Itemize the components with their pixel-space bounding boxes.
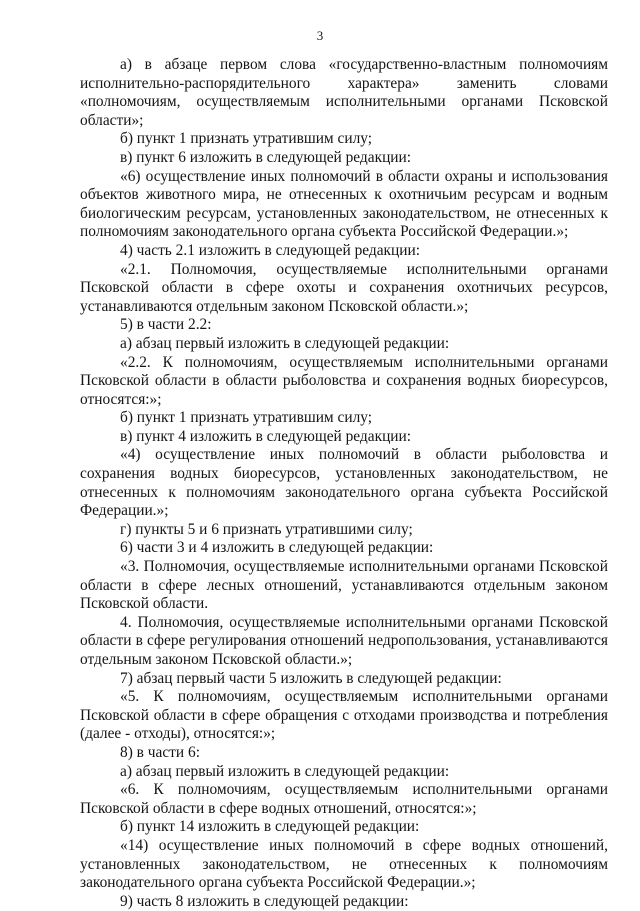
paragraph: в) пункт 6 изложить в следующей редакции:: [120, 148, 412, 166]
paragraph: 8) в части 6:: [120, 743, 200, 761]
paragraph: «6. К полномочиям, осуществляемым исполнительными органами Псковской области в сфере водных отношений, относятся:»;: [80, 781, 608, 817]
paragraph: б) пункт 1 признать утратившим силу;: [120, 130, 373, 148]
paragraph: «5. К полномочиям, осуществляемым исполнительными органами Псковской области в сфере обращения с отходами производства и потребления (далее - отходы), относятся:»;: [80, 688, 608, 743]
paragraph: а) в абзаце первом слова «государственно-властным полномочиям исполнительно-распорядительного характера» заменить словами «полномочиям, осуществляемым исполнительными органами Псковской области»;: [80, 56, 608, 129]
paragraph: 5) в части 2.2:: [120, 316, 212, 334]
paragraph: «3. Полномочия, осуществляемые исполнительными органами Псковской области в сфере лесных отношений, устанавливаются отдельным законом Псковской области.: [80, 558, 608, 613]
page-number: 3: [316, 28, 324, 43]
paragraph: в) пункт 4 изложить в следующей редакции:: [120, 427, 412, 445]
paragraph: б) пункт 1 признать утратившим силу;: [120, 409, 373, 427]
paragraph: 7) абзац первый части 5 изложить в следующей редакции:: [120, 669, 502, 687]
paragraph: а) абзац первый изложить в следующей редакции:: [120, 762, 450, 780]
paragraph: «2.2. К полномочиям, осуществляемым исполнительными органами Псковской области в области рыболовства и сохранения водных биоресурсов, относятся:»;: [80, 353, 608, 408]
paragraph: 4) часть 2.1 изложить в следующей редакции:: [120, 241, 421, 259]
paragraph: б) пункт 14 изложить в следующей редакции:: [120, 818, 420, 836]
paragraph: «2.1. Полномочия, осуществляемые исполнительными органами Псковской области в сфере охоты и сохранения охотничьих ресурсов, устанавливаются отдельным законом Псковской области.»;: [80, 260, 608, 315]
paragraph: 6) части 3 и 4 изложить в следующей редакции:: [120, 539, 434, 557]
paragraph: 4. Полномочия, осуществляемые исполнительными органами Псковской области в сфере регулирования отношений недропользования, устанавливаются отдельным законом Псковской области.»;: [80, 613, 608, 668]
paragraph: «4) осуществление иных полномочий в области рыболовства и сохранения водных биоресурсов, установленных законодательством, не отнесенных к полномочиям законодательного органа субъекта Российской Федерации.»;: [80, 446, 608, 520]
paragraph: «14) осуществление иных полномочий в сфере водных отношений, установленных законодательством, не отнесенных к полномочиям законодательного органа субъекта Российской Федерации.»;: [80, 836, 608, 892]
paragraph: а) абзац первый изложить в следующей редакции:: [120, 334, 450, 352]
paragraph: г) пункты 5 и 6 признать утратившими силу;: [120, 520, 413, 538]
document-body: [80, 56, 608, 911]
paragraph: 9) часть 8 изложить в следующей редакции:: [120, 892, 409, 910]
paragraph: «6) осуществление иных полномочий в области охраны и использования объектов животного мира, не отнесенных к охотничьим ресурсам и водным биологическим ресурсам, установленных законодательством, не отнесенных к полномочиям законодательного органа субъекта Российской Федерации.»;: [80, 167, 608, 241]
